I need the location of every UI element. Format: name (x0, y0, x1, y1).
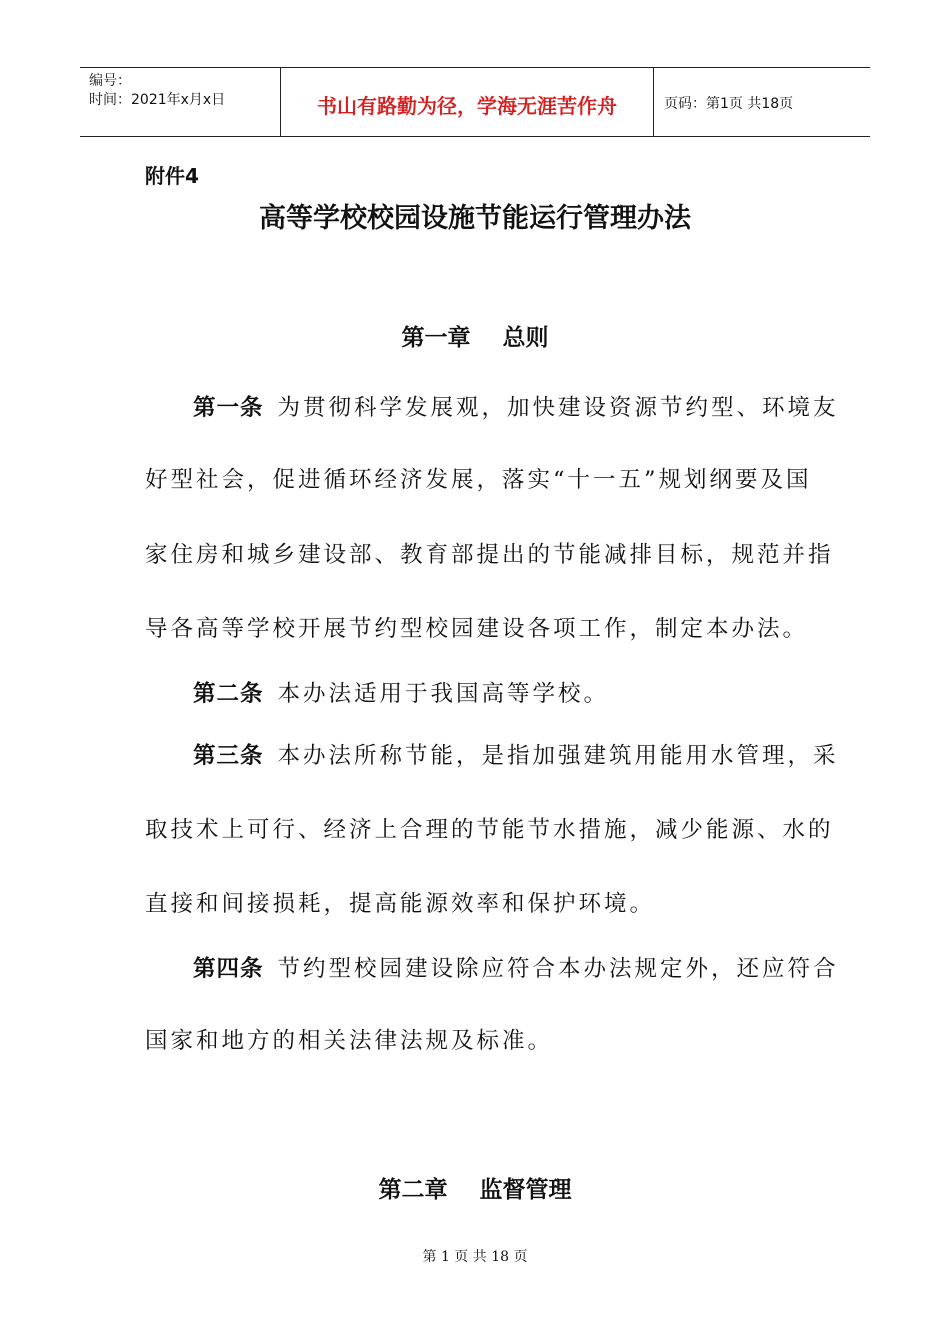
header-meta (80, 68, 281, 136)
article-1-text: 为贯彻科学发展观，加快建设资源节约型、环境友 (277, 395, 839, 421)
chapter-one-heading: 第一章 总则 (401, 325, 549, 351)
header-page-info: 页码：第1页 共18页 (664, 96, 794, 112)
document-title: 高等学校校园设施节能运行管理办法 (259, 203, 691, 234)
article-4-line-2: 国家和地方的相关法律法规及标准。 (145, 1028, 554, 1054)
article-3-line-3: 直接和间接损耗，提高能源效率和保护环境。 (145, 891, 656, 917)
article-2-text: 本办法适用于我国高等学校。 (277, 681, 610, 707)
article-2-line-1 (193, 676, 609, 708)
article-1-label: 第一条 (193, 395, 264, 421)
article-2-label: 第二条 (193, 681, 264, 707)
article-1-line-2: 好型社会，促进循环经济发展，落实“十一五”规划纲要及国 (145, 467, 812, 493)
article-3-line-2: 取技术上可行、经济上合理的节能节水措施，减少能源、水的 (145, 817, 834, 843)
article-1-line-1 (193, 390, 839, 422)
page-footer: 第 1 页 共 18 页 (422, 1249, 528, 1265)
article-3-text: 本办法所称节能，是指加强建筑用能用水管理，采 (277, 743, 839, 769)
article-1-line-4: 导各高等学校开展节约型校园建设各项工作，制定本办法。 (145, 616, 809, 642)
attachment-label: 附件4 (145, 164, 199, 188)
article-3-label: 第三条 (193, 743, 264, 769)
date-label: 时间：2021年x月x日 (89, 92, 226, 108)
article-4-label: 第四条 (193, 956, 264, 982)
chapter-two-heading: 第二章 监督管理 (378, 1177, 572, 1203)
article-4-line-1 (193, 951, 839, 983)
header-motto: 书山有路勤为径，学海无涯苦作舟 (281, 68, 654, 136)
article-4-text: 节约型校园建设除应符合本办法规定外，还应符合 (277, 956, 839, 982)
number-label: 编号： (89, 73, 131, 89)
article-1-line-3: 家住房和城乡建设部、教育部提出的节能减排目标，规范并指 (145, 542, 834, 568)
article-3-line-1 (193, 738, 839, 770)
page-header (80, 67, 870, 137)
